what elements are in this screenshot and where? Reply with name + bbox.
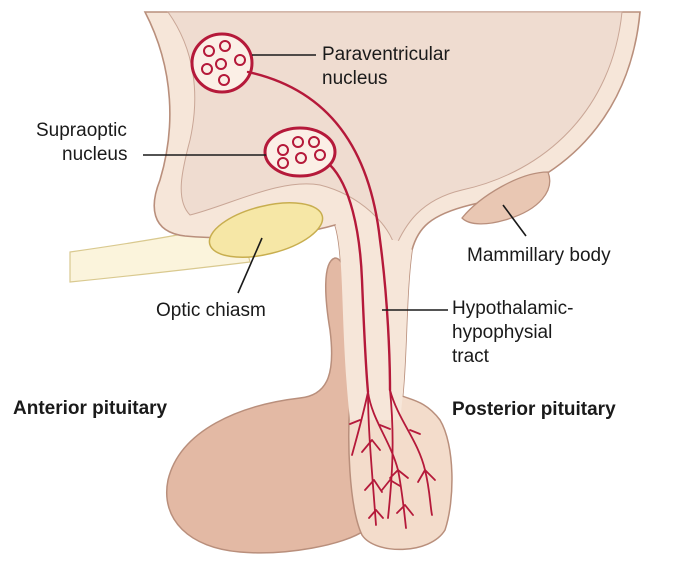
tract-label-line3: tract bbox=[452, 346, 489, 367]
supraoptic-label-line1: Supraoptic bbox=[36, 120, 127, 141]
tract-label-line2: hypophysial bbox=[452, 322, 553, 343]
anterior-pituitary-label: Anterior pituitary bbox=[13, 398, 168, 419]
optic-chiasm-label: Optic chiasm bbox=[156, 300, 266, 321]
tract-label-line1: Hypothalamic- bbox=[452, 298, 574, 319]
posterior-pituitary-label: Posterior pituitary bbox=[452, 399, 616, 420]
supraoptic-label-line2: nucleus bbox=[62, 144, 128, 165]
paraventricular-label-line2: nucleus bbox=[322, 68, 388, 89]
paraventricular-label-line1: Paraventricular bbox=[322, 44, 450, 65]
paraventricular-nucleus-shape bbox=[192, 34, 252, 92]
mammillary-body-label: Mammillary body bbox=[467, 245, 611, 266]
supraoptic-nucleus-shape bbox=[265, 128, 335, 176]
